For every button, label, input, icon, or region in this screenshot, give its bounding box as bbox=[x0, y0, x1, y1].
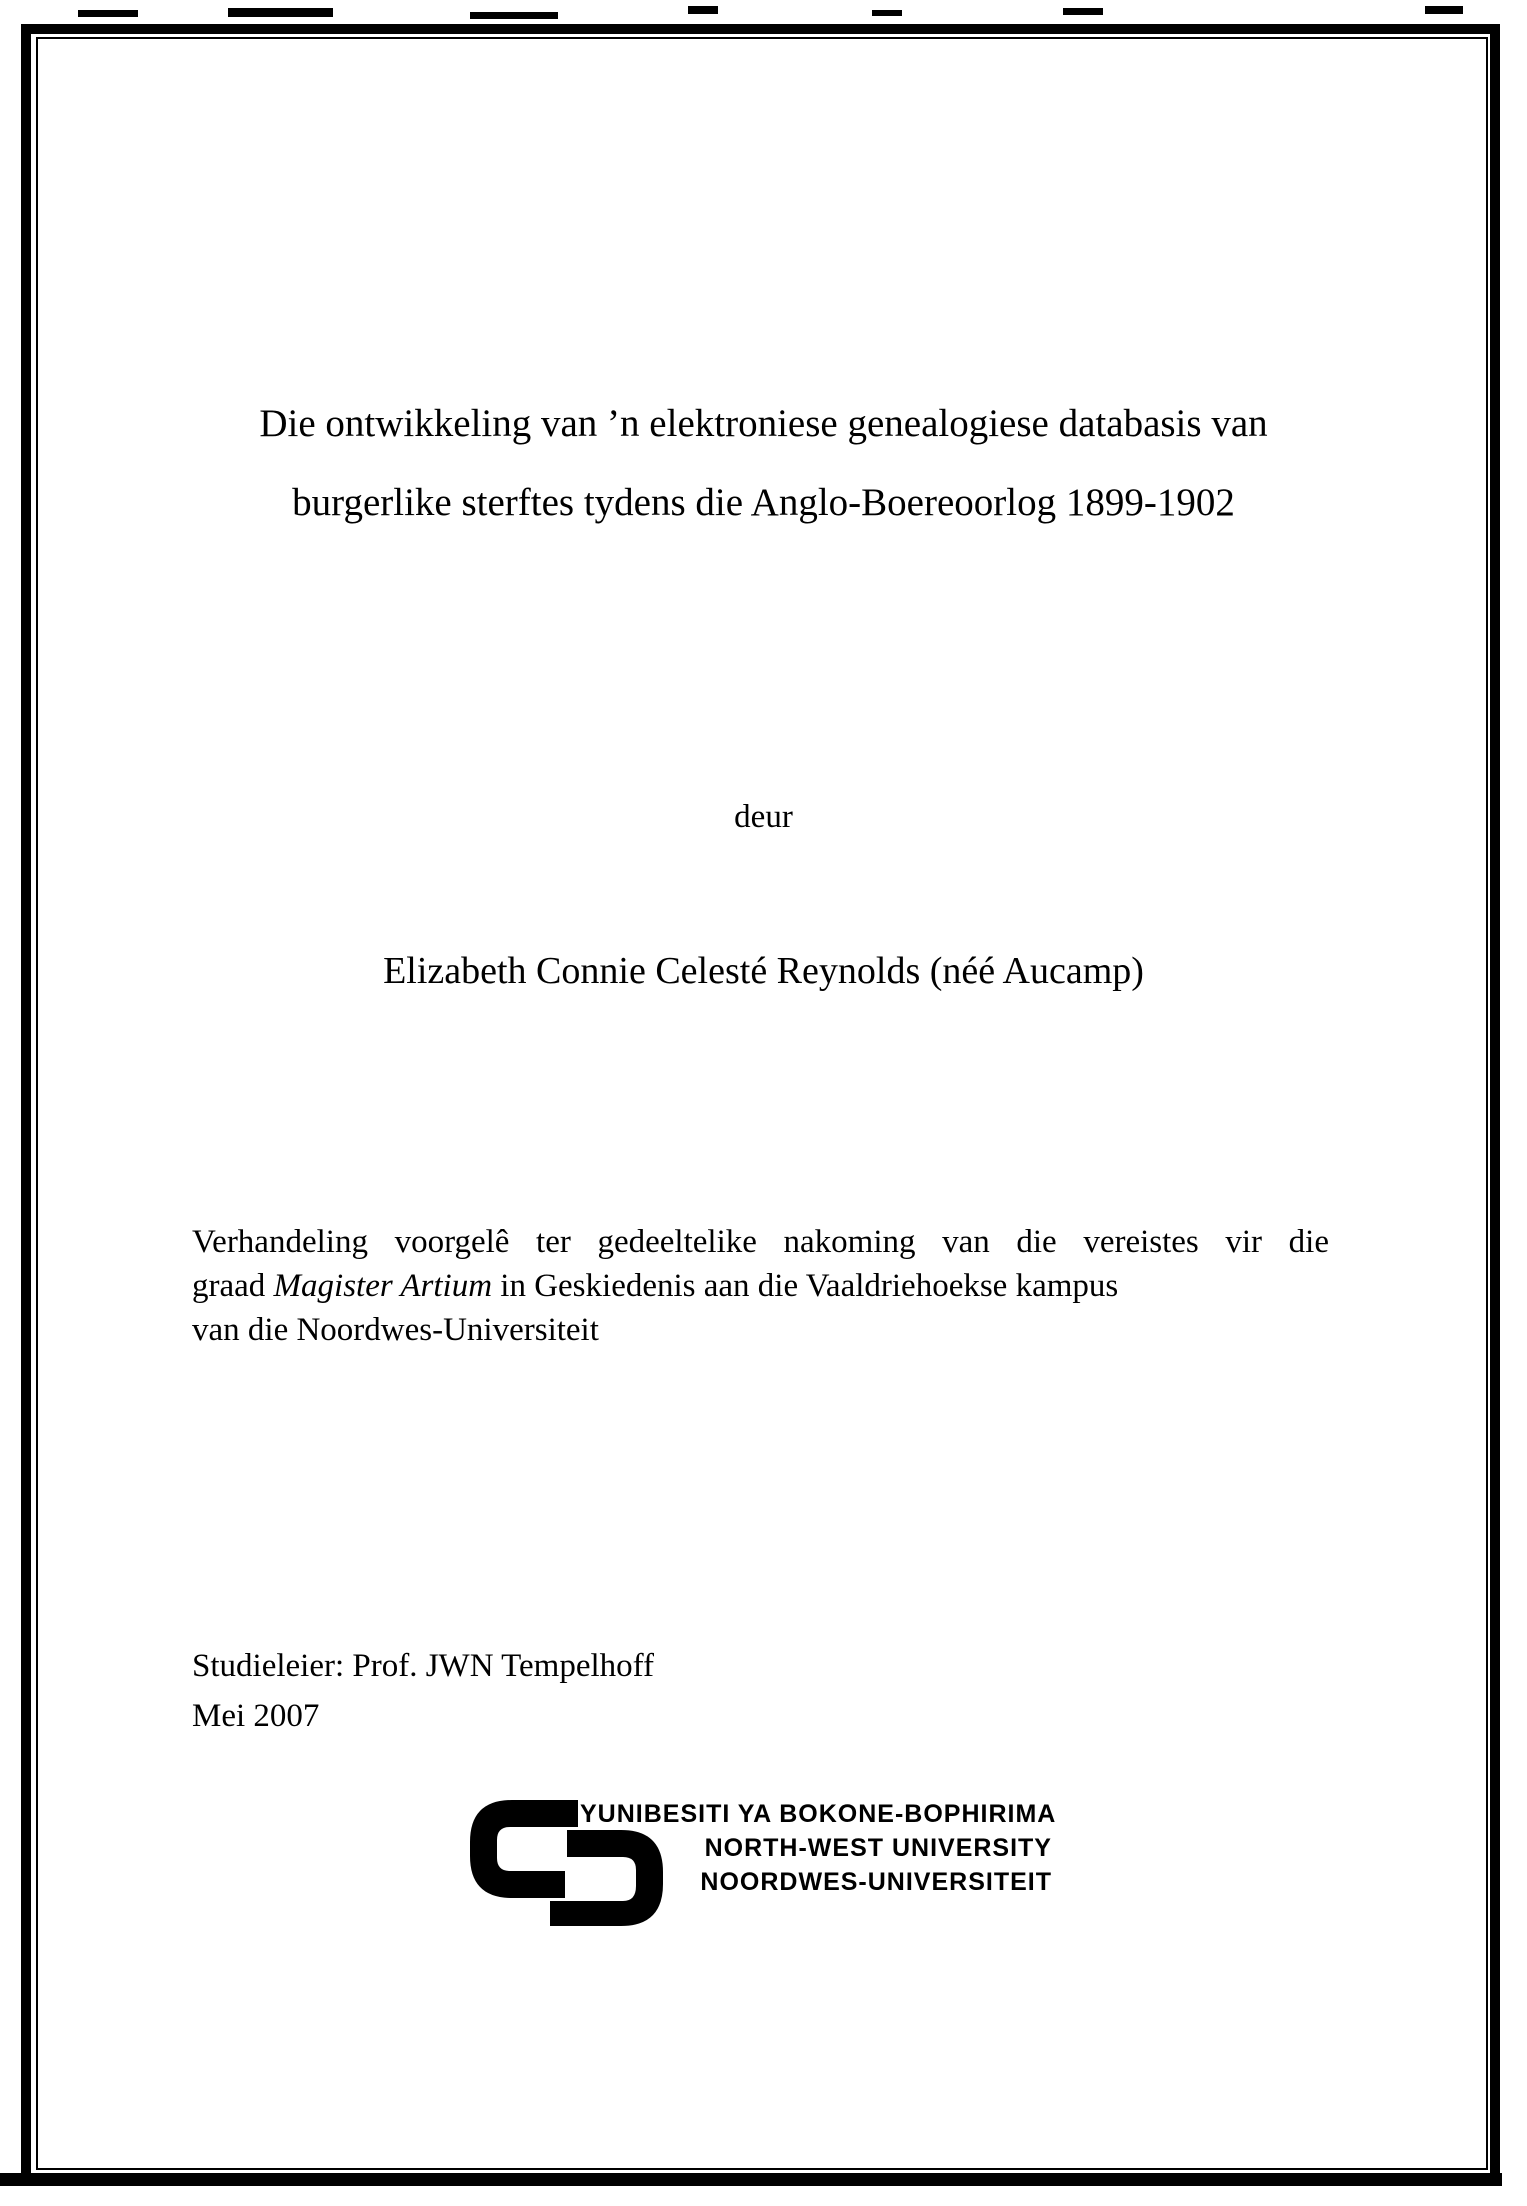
scan-artifact bbox=[872, 10, 902, 16]
degree-statement-line2 bbox=[192, 1264, 1329, 1308]
logo-text-english: NORTH-WEST UNIVERSITY bbox=[704, 1834, 1052, 1862]
scan-artifact bbox=[1425, 6, 1463, 14]
degree-statement-line2-suffix: in Geskiedenis aan die Vaaldriehoekse kampus bbox=[492, 1268, 1119, 1304]
scan-artifact bbox=[78, 10, 138, 17]
university-logo-text bbox=[580, 1797, 1057, 1899]
supervision-block bbox=[192, 1641, 1329, 1741]
scan-artifact bbox=[1063, 8, 1103, 15]
author-name: Elizabeth Connie Celesté Reynolds (néé Aucamp) bbox=[383, 950, 1144, 992]
logo-text-setswana: YUNIBESITI YA BOKONE-BOPHIRIMA bbox=[580, 1800, 1057, 1828]
supervisor-line: Studieleier: Prof. JWN Tempelhoff bbox=[192, 1648, 655, 1684]
degree-statement-line2-prefix: graad bbox=[192, 1268, 274, 1304]
university-logo bbox=[470, 1797, 1070, 1942]
scan-artifact bbox=[470, 12, 558, 19]
scan-artifact bbox=[228, 8, 333, 17]
byline-label: deur bbox=[734, 799, 793, 835]
scan-artifact bbox=[688, 6, 718, 14]
degree-name-italic: Magister Artium bbox=[273, 1268, 493, 1304]
thesis-title-line1: Die ontwikkeling van ’n elektroniese genealogiese databasis van bbox=[259, 402, 1268, 445]
degree-statement-line3: van die Noordwes-Universiteit bbox=[192, 1312, 599, 1348]
degree-statement bbox=[192, 1220, 1329, 1352]
thesis-title bbox=[100, 384, 1427, 542]
date-line: Mei 2007 bbox=[192, 1698, 320, 1734]
degree-statement-line1: Verhandeling voorgelê ter gedeeltelike nakoming van die vereistes vir die bbox=[192, 1224, 1329, 1260]
logo-link-upper bbox=[470, 1800, 578, 1898]
thesis-title-line2: burgerlike sterftes tydens die Anglo-Boereoorlog 1899-1902 bbox=[292, 481, 1235, 524]
logo-text-afrikaans: NOORDWES-UNIVERSITEIT bbox=[700, 1868, 1052, 1896]
